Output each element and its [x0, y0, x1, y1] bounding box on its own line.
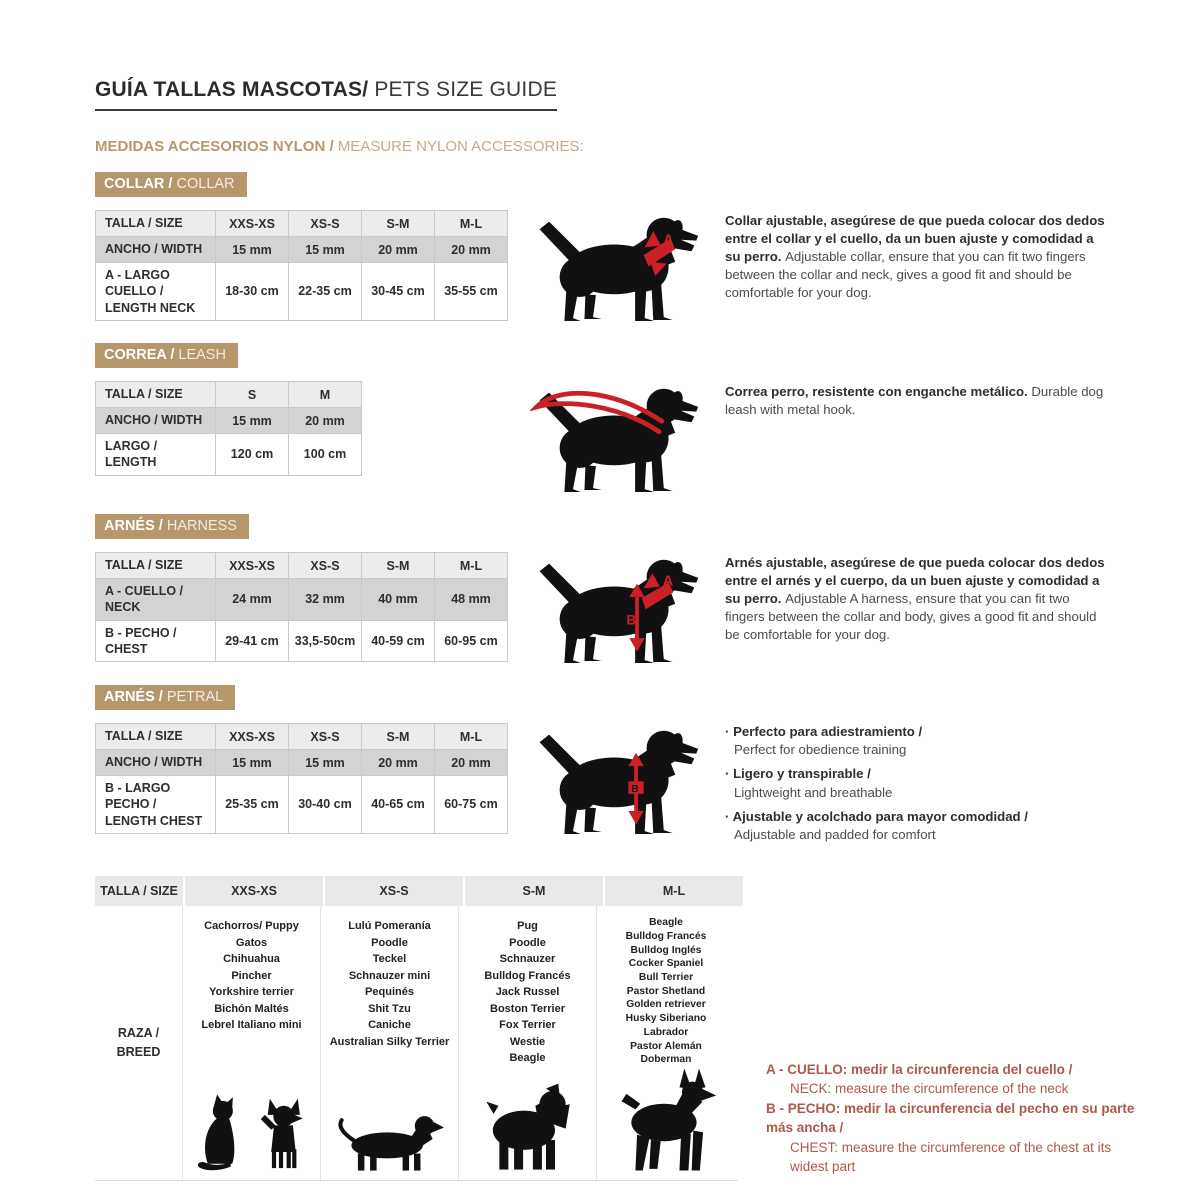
breed-row-label	[95, 906, 183, 1180]
breed-name: Cachorros/ Puppy	[204, 920, 299, 933]
size-table-row	[96, 237, 508, 263]
collar-size-table	[95, 210, 508, 321]
size-value-cell: 20 mm	[362, 750, 435, 776]
breed-name: Golden retriever	[626, 999, 706, 1011]
size-value-cell: 35-55 cm	[435, 263, 508, 321]
breed-name: Pequinés	[365, 986, 414, 999]
size-value-cell: 18-30 cm	[216, 263, 289, 321]
breed-name: Cocker Spaniel	[628, 958, 704, 970]
size-value-cell: 20 mm	[435, 750, 508, 776]
size-value-cell: 40-59 cm	[362, 620, 435, 662]
petral-badge-en: PETRAL	[166, 689, 224, 705]
svg-text:A: A	[662, 232, 674, 250]
note-chest-es: B - PECHO: medir la circunferencia del pecho en su parte más ancha /	[766, 1100, 1135, 1136]
harness-row	[95, 552, 1140, 668]
size-value-cell: 100 cm	[289, 434, 362, 476]
section-leash	[95, 343, 1140, 497]
dachshund-silhouette-icon	[335, 1108, 445, 1178]
page-title-en: PETS SIZE GUIDE	[368, 78, 558, 101]
breed-name: Pug	[517, 920, 538, 933]
feature-es: · Ligero y transpirable /	[725, 765, 1028, 783]
size-value-cell: 20 mm	[435, 237, 508, 263]
page-subtitle-en: MEASURE NYLON ACCESSORIES:	[337, 138, 584, 155]
breed-name: Doberman	[640, 1054, 692, 1066]
breed-name: Pastor Alemán	[630, 1040, 702, 1052]
breed-header-cell: S-M	[465, 876, 605, 906]
page-title-es: GUÍA TALLAS MASCOTAS/	[95, 78, 369, 101]
breed-name: Husky Siberiano	[625, 1013, 707, 1025]
schnauzer-silhouette-icon	[483, 1081, 573, 1178]
size-value-cell: 15 mm	[216, 408, 289, 434]
bottom-row	[95, 876, 1140, 1181]
breed-name: Chihuahua	[223, 953, 280, 966]
breed-silhouettes	[483, 1081, 573, 1180]
breed-name: Beagle	[649, 917, 683, 929]
breed-name: Gatos	[235, 936, 268, 949]
size-value-cell: 15 mm	[216, 750, 289, 776]
size-value-cell: 30-45 cm	[362, 263, 435, 321]
collar-description-es: Collar ajustable, asegúrese de que pueda colocar dos dedos entre el collar y el cuello, da un buen ajuste y comodidad a su perro.	[725, 213, 1105, 264]
breed-name: Beagle	[509, 1052, 546, 1065]
size-row-label: B - PECHO / CHEST	[96, 620, 216, 662]
breed-silhouettes	[615, 1067, 717, 1180]
breed-header-cell: XXS-XS	[185, 876, 325, 906]
dog-collar-diagram-icon	[507, 206, 725, 326]
note-neck	[766, 1060, 1140, 1099]
breed-table	[95, 876, 738, 1181]
feature-en: Perfect for obedience training	[734, 742, 907, 758]
breed-name: Australian Silky Terrier	[329, 1035, 450, 1048]
note-chest-en: CHEST: measure the circumference of the chest at its widest part	[790, 1139, 1112, 1175]
feature-en: Lightweight and breathable	[734, 784, 893, 800]
breed-column	[183, 906, 321, 1180]
size-value-cell: 20 mm	[289, 408, 362, 434]
breed-silhouettes	[195, 1093, 309, 1180]
size-value-cell: 60-95 cm	[435, 620, 508, 662]
breed-name: Bulldog Francés	[484, 969, 571, 982]
harness-badge-es: ARNÉS /	[104, 518, 167, 534]
size-header-label: TALLA / SIZE	[96, 211, 216, 237]
breed-name: Schnauzer mini	[348, 969, 431, 982]
size-header-cell: S-M	[362, 724, 435, 750]
size-value-cell: 29-41 cm	[216, 620, 289, 662]
size-table-row	[96, 263, 508, 321]
feature-es: · Perfecto para adiestramiento /	[725, 723, 1028, 741]
size-header-cell: XS-S	[289, 724, 362, 750]
size-table-header-row	[96, 382, 362, 408]
cat-silhouette-icon	[195, 1093, 245, 1178]
leash-size-table	[95, 381, 362, 476]
svg-text:A: A	[662, 573, 674, 590]
breed-list	[201, 906, 301, 1034]
harness-size-table	[95, 552, 508, 662]
leash-badge-es: CORREA /	[104, 347, 179, 363]
size-value-cell: 40-65 cm	[362, 776, 435, 834]
breed-name: Bull Terrier	[638, 972, 694, 984]
page-title	[95, 78, 557, 111]
size-value-cell: 120 cm	[216, 434, 289, 476]
breed-name: Labrador	[643, 1026, 689, 1038]
size-value-cell: 15 mm	[216, 237, 289, 263]
size-row-label: ANCHO / WIDTH	[96, 408, 216, 434]
breed-header-cell: XS-S	[325, 876, 465, 906]
breed-header-label: TALLA / SIZE	[95, 876, 185, 906]
breed-name: Yorkshire terrier	[209, 986, 294, 999]
breed-name: Poodle	[509, 936, 546, 949]
breed-name: Boston Terrier	[490, 1002, 565, 1015]
petral-size-table	[95, 723, 508, 834]
breed-name: Lebrel Italiano mini	[201, 1019, 302, 1032]
breed-name: Schnauzer	[499, 953, 556, 966]
harness-badge	[95, 514, 249, 539]
size-header-cell: XXS-XS	[216, 724, 289, 750]
size-table-row	[96, 408, 362, 434]
petral-badge-es: ARNÉS /	[104, 689, 167, 705]
breed-column	[597, 906, 735, 1180]
breed-name: Bichón Maltés	[214, 1002, 289, 1015]
size-header-cell: M-L	[435, 553, 508, 579]
breed-table-header	[95, 876, 738, 906]
leash-badge-en: LEASH	[178, 347, 226, 363]
size-value-cell: 20 mm	[362, 237, 435, 263]
harness-table-wrap	[95, 552, 507, 662]
svg-text:B: B	[626, 612, 637, 628]
size-value-cell: 33,5-50cm	[289, 620, 362, 662]
size-row-label: LARGO / LENGTH	[96, 434, 216, 476]
breed-list	[484, 906, 570, 1067]
petral-badge	[95, 685, 235, 710]
page-subtitle	[95, 138, 1140, 155]
size-value-cell: 15 mm	[289, 750, 362, 776]
petral-table-wrap	[95, 723, 507, 834]
dog-petral-diagram-icon	[507, 719, 725, 839]
leash-badge	[95, 343, 238, 368]
collar-badge	[95, 172, 247, 197]
feature-es: · Ajustable y acolchado para mayor comodidad /	[725, 808, 1028, 826]
svg-text:B: B	[631, 782, 639, 795]
collar-table-wrap	[95, 210, 507, 321]
section-petral	[95, 685, 1140, 850]
breed-name: Caniche	[368, 1019, 411, 1032]
size-table-row	[96, 434, 362, 476]
breed-header-cell: M-L	[605, 876, 743, 906]
size-value-cell: 22-35 cm	[289, 263, 362, 321]
size-table-row	[96, 579, 508, 621]
collar-description	[725, 210, 1110, 302]
size-header-cell: XXS-XS	[216, 553, 289, 579]
leash-table-wrap	[95, 381, 507, 476]
collar-description-en: Adjustable collar, ensure that you can fit two fingers between the collar and neck, gives a good fit and should be comfortable for your dog.	[725, 248, 1086, 300]
size-header-cell: M	[289, 382, 362, 408]
breed-column	[459, 906, 597, 1180]
breed-name: Lulú Pomeranía	[348, 920, 431, 933]
breed-name: Jack Russel	[495, 986, 560, 999]
feature-item	[725, 723, 1028, 759]
size-header-cell: M-L	[435, 211, 508, 237]
size-row-label: B - LARGO PECHO / LENGTH CHEST	[96, 776, 216, 834]
size-value-cell: 24 mm	[216, 579, 289, 621]
size-value-cell: 60-75 cm	[435, 776, 508, 834]
leash-row	[95, 381, 1140, 497]
feature-item	[725, 808, 1028, 844]
breed-name: Pastor Shetland	[626, 985, 706, 997]
breed-name: Teckel	[372, 953, 407, 966]
size-row-label: ANCHO / WIDTH	[96, 237, 216, 263]
size-value-cell: 40 mm	[362, 579, 435, 621]
harness-description-en: Adjustable A harness, ensure that you can fit two fingers between the collar and body, gives a good fit and should be comfortable for your dog.	[725, 590, 1097, 642]
dog-harness-diagram-icon	[507, 548, 725, 668]
size-table-header-row	[96, 211, 508, 237]
breed-name: Poodle	[371, 936, 408, 949]
size-header-cell: S-M	[362, 553, 435, 579]
note-chest	[766, 1099, 1140, 1177]
breed-row-label-line1: RAZA /	[117, 1026, 160, 1041]
size-table-row	[96, 750, 508, 776]
page-subtitle-es: MEDIDAS ACCESORIOS NYLON /	[95, 138, 338, 155]
collar-badge-es: COLLAR /	[104, 176, 177, 192]
size-value-cell: 30-40 cm	[289, 776, 362, 834]
feature-item	[725, 765, 1028, 801]
size-table-header-row	[96, 553, 508, 579]
size-header-cell: S	[216, 382, 289, 408]
size-table-header-row	[96, 724, 508, 750]
breed-name: Pincher	[231, 969, 272, 982]
leash-description	[725, 381, 1110, 419]
size-header-label: TALLA / SIZE	[96, 553, 216, 579]
section-harness	[95, 514, 1140, 668]
breed-name: Bulldog Francés	[625, 931, 707, 942]
size-table-row	[96, 776, 508, 834]
size-value-cell: 15 mm	[289, 237, 362, 263]
breed-name: Shit Tzu	[368, 1002, 411, 1015]
harness-badge-en: HARNESS	[166, 518, 237, 534]
accessory-sections	[95, 172, 1140, 850]
size-header-cell: S-M	[362, 211, 435, 237]
leash-description-en: Durable dog leash with metal hook.	[725, 384, 1104, 417]
measurement-notes	[766, 1060, 1140, 1177]
breed-name: Fox Terrier	[499, 1019, 556, 1032]
dog-leash-diagram-icon	[507, 377, 725, 497]
breed-name: Bulldog Inglés	[630, 944, 702, 956]
size-value-cell: 25-35 cm	[216, 776, 289, 834]
section-collar	[95, 172, 1140, 326]
collar-row	[95, 210, 1140, 326]
doberman-silhouette-icon	[615, 1067, 717, 1178]
breed-table-body	[95, 906, 738, 1181]
size-header-cell: XS-S	[289, 553, 362, 579]
breed-column	[321, 906, 459, 1180]
petral-row	[95, 723, 1140, 850]
note-neck-es: A - CUELLO: medir la circunferencia del cuello /	[766, 1061, 1073, 1077]
breed-list	[330, 906, 450, 1050]
size-header-label: TALLA / SIZE	[96, 382, 216, 408]
note-neck-en: NECK: measure the circumference of the neck	[790, 1081, 1069, 1097]
size-table-row	[96, 620, 508, 662]
breed-silhouettes	[335, 1108, 445, 1180]
harness-description-es: Arnés ajustable, asegúrese de que pueda colocar dos dedos entre el arnés y el cuerpo, da un buen ajuste y comodidad a su perro.	[725, 555, 1105, 606]
size-row-label: ANCHO / WIDTH	[96, 750, 216, 776]
size-row-label: A - CUELLO / NECK	[96, 579, 216, 621]
size-value-cell: 32 mm	[289, 579, 362, 621]
size-header-cell: XXS-XS	[216, 211, 289, 237]
size-row-label: A - LARGO CUELLO / LENGTH NECK	[96, 263, 216, 321]
feature-en: Adjustable and padded for comfort	[734, 827, 936, 843]
collar-badge-en: COLLAR	[176, 176, 235, 192]
breed-list	[626, 906, 707, 1067]
size-header-cell: M-L	[435, 724, 508, 750]
breed-row-label-line2: BREED	[116, 1045, 161, 1060]
leash-description-es: Correa perro, resistente con enganche metálico.	[725, 384, 1032, 399]
petral-feature-list	[725, 723, 1028, 850]
breed-name: Westie	[509, 1035, 546, 1048]
size-header-label: TALLA / SIZE	[96, 724, 216, 750]
size-header-cell: XS-S	[289, 211, 362, 237]
harness-description	[725, 552, 1110, 644]
chihuahua-silhouette-icon	[253, 1096, 309, 1178]
size-value-cell: 48 mm	[435, 579, 508, 621]
